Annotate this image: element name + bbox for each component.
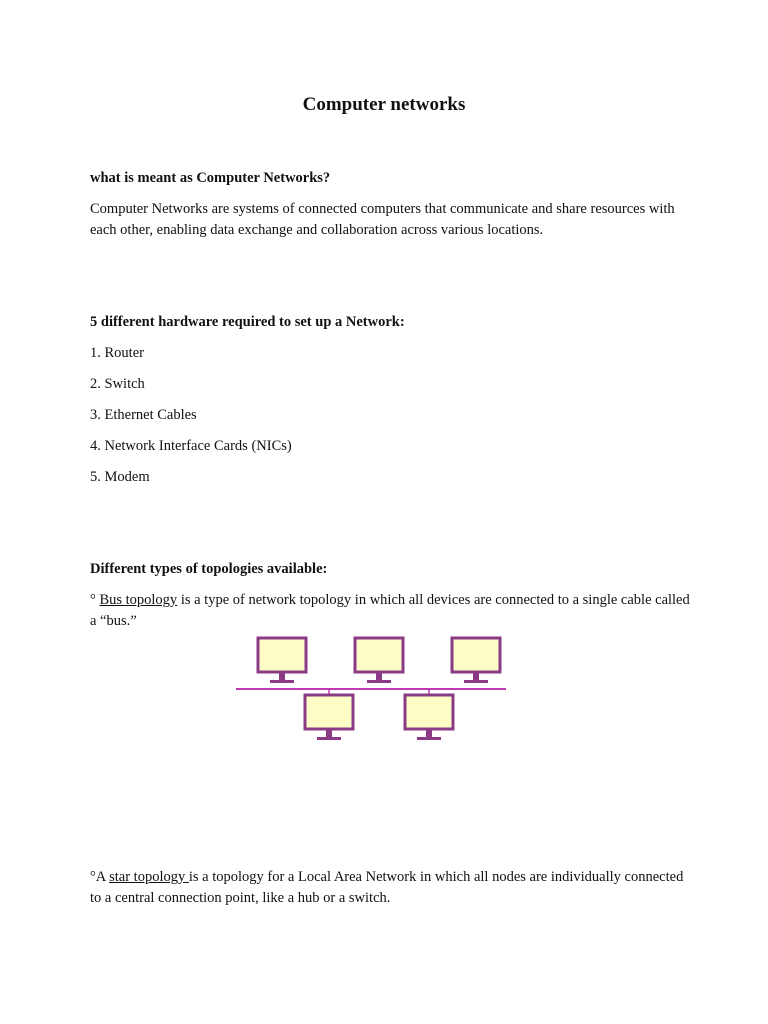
star-prefix: °A bbox=[90, 869, 110, 885]
computer-node-icon bbox=[305, 695, 353, 740]
networks-definition-paragraph: Computer Networks are systems of connected computers that communicate and share resources with each other, enabling data exchange and collaboration across various locations. bbox=[90, 201, 675, 238]
section-heading-topologies: Different types of topologies available: bbox=[90, 561, 328, 577]
bus-topology-paragraph bbox=[90, 590, 690, 632]
bus-description: is a type of network topology in which all devices are connected to a single cable called a “bus.” bbox=[90, 592, 690, 629]
bus-topology-diagram bbox=[232, 632, 512, 752]
star-topology-paragraph bbox=[90, 867, 690, 909]
hardware-list-item: 3. Ethernet Cables bbox=[90, 407, 197, 423]
hardware-list-item: 4. Network Interface Cards (NICs) bbox=[90, 438, 292, 454]
computer-node-icon bbox=[452, 638, 500, 683]
hardware-list-item: 2. Switch bbox=[90, 376, 145, 392]
computer-node-icon bbox=[355, 638, 403, 683]
computer-node-icon bbox=[258, 638, 306, 683]
star-description: is a topology for a Local Area Network in which all nodes are individually connected to a central connection point, like a hub or a switch. bbox=[90, 869, 684, 906]
bus-topology-term: Bus topology bbox=[99, 592, 178, 608]
computer-node-icon bbox=[405, 695, 453, 740]
section-heading-hardware: 5 different hardware required to set up a Network: bbox=[90, 314, 405, 330]
hardware-list-item: 5. Modem bbox=[90, 469, 150, 485]
star-topology-term: star topology bbox=[109, 869, 189, 885]
section-heading-networks: what is meant as Computer Networks? bbox=[90, 170, 331, 186]
page-title: Computer networks bbox=[302, 94, 466, 115]
bus-prefix: ° bbox=[90, 592, 100, 608]
hardware-list-item: 1. Router bbox=[90, 345, 144, 361]
